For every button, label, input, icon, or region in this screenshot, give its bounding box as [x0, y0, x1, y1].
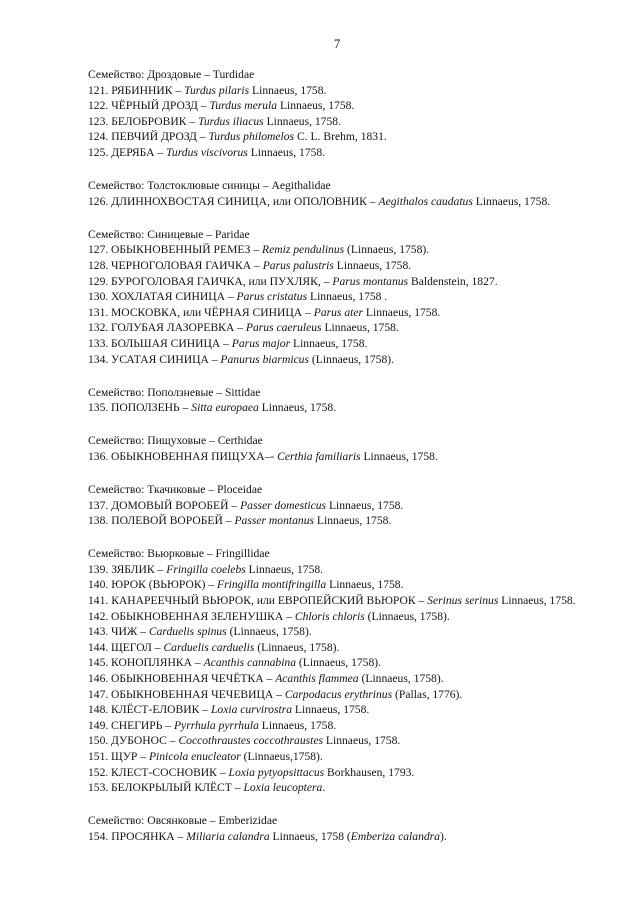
authority: Linnaeus, 1758.	[263, 114, 341, 128]
russian-name: МОСКОВКА, или ЧЁРНАЯ СИНИЦА –	[111, 305, 314, 319]
authority: .	[322, 781, 326, 795]
authority: Linnaeus, 1758.	[472, 194, 551, 208]
russian-name: ДУБОНОС –	[111, 734, 179, 748]
latin-name: Panurus biarmicus	[220, 352, 309, 366]
entry-number: 143.	[88, 625, 109, 639]
latin-name: Miliaria calandra	[186, 829, 270, 843]
latin-name: Turdus merula	[209, 99, 278, 113]
russian-name: ОБЫКНОВЕННАЯ ПИЩУХА–-	[111, 449, 278, 463]
latin-name: Remiz pendulinus	[262, 243, 345, 257]
entry-number: 138.	[88, 514, 109, 528]
authority: Baldenstein, 1827.	[408, 274, 498, 288]
latin-name: Acanthis flammea	[275, 672, 359, 685]
russian-name: РЯБИННИК –	[111, 83, 185, 97]
latin-synonym: Emberiza calandra	[350, 829, 440, 843]
russian-name: ДЕРЯБА –	[111, 145, 167, 159]
latin-name: Turdus iliacus	[198, 114, 264, 128]
russian-name: КЛЕСТ-СОСНОВИК –	[111, 765, 229, 779]
family-section	[88, 813, 590, 844]
species-entry	[88, 513, 590, 529]
entry-number: 147.	[88, 687, 109, 701]
authority: (Pallas, 1776).	[392, 687, 463, 701]
latin-name: Turdus philomelos	[208, 130, 295, 144]
page-number: 7	[334, 37, 341, 51]
latin-name: Parus major	[231, 336, 291, 350]
russian-name: ПОЛЕВОЙ ВОРОБЕЙ –	[111, 514, 235, 528]
species-entry	[88, 577, 590, 593]
entry-number: 153.	[88, 781, 109, 795]
latin-name: Serinus serinus	[427, 594, 499, 608]
species-entry	[88, 687, 590, 703]
entry-number: 150.	[88, 734, 109, 748]
species-entry	[88, 640, 590, 656]
entry-number: 129.	[88, 274, 109, 288]
family-heading: Семейство: Ткачиковые – Ploceidae	[88, 482, 263, 496]
russian-name: ПРОСЯНКА –	[111, 829, 187, 843]
authority: Borkhausen, 1793.	[324, 765, 415, 779]
authority: Linnaeus, 1758.	[326, 498, 404, 512]
entry-number: 133.	[88, 336, 109, 350]
latin-name: Pinicola enucleator	[148, 749, 241, 763]
entry-number: 140.	[88, 578, 109, 592]
entry-number: 152.	[88, 765, 109, 779]
latin-name: Coccothraustes coccothraustes	[178, 734, 324, 748]
species-entry	[88, 98, 590, 114]
latin-name: Certhia familiaris	[277, 449, 361, 463]
entry-number: 154.	[88, 829, 109, 843]
latin-name: Sitta europaea	[191, 401, 259, 415]
family-section	[88, 67, 590, 161]
family-section	[88, 482, 590, 529]
russian-name: КОНОПЛЯНКА –	[111, 656, 204, 670]
authority: Linnaeus, 1758 .	[307, 290, 388, 304]
latin-name: Parus cristatus	[236, 290, 308, 304]
authority: Linnaeus, 1758.	[245, 562, 324, 576]
species-entry	[88, 258, 590, 274]
authority: Linnaeus, 1758.	[326, 578, 404, 592]
entry-number: 130.	[88, 290, 109, 304]
entry-number: 139.	[88, 562, 109, 576]
latin-name: Fringilla montifringilla	[217, 578, 327, 592]
entry-number: 145.	[88, 656, 109, 670]
russian-name: ГОЛУБАЯ ЛАЗОРЕВКА –	[111, 321, 246, 335]
family-section	[88, 227, 590, 367]
entry-number: 148.	[88, 703, 109, 717]
entry-number: 141.	[88, 594, 109, 608]
russian-name: ЧЕРНОГОЛОВАЯ ГАИЧКА –	[111, 258, 263, 272]
family-heading: Семейство: Пищуховые – Certhidae	[88, 434, 263, 448]
species-entry	[88, 593, 590, 609]
family-section	[88, 178, 590, 209]
authority: Linnaeus, 1758.	[247, 145, 326, 159]
species-entry	[88, 765, 590, 781]
latin-name: Carduelis spinus	[148, 625, 227, 639]
species-entry	[88, 702, 590, 718]
family-section	[88, 546, 590, 796]
family-heading: Семейство: Дроздовые – Turdidae	[88, 68, 255, 81]
latin-name: Passer montanus	[234, 514, 315, 528]
authority: Linnaeus, 1758.	[258, 718, 337, 732]
authority: (Linnaeus, 1758).	[344, 243, 430, 257]
latin-name: Chloris chloris	[294, 609, 365, 623]
authority: Linnaeus, 1758.	[360, 449, 438, 463]
russian-name: СНЕГИРЬ –	[111, 718, 174, 732]
latin-name: Parus ater	[313, 305, 364, 319]
russian-name: УСАТАЯ СИНИЦА –	[111, 352, 221, 366]
russian-name: КЛЁСТ-ЕЛОВИК –	[111, 703, 211, 717]
authority: Linnaeus, 1758.	[277, 99, 355, 113]
species-entry	[88, 289, 590, 305]
authority: (Linnaeus, 1758).	[364, 609, 450, 623]
species-entry	[88, 352, 590, 368]
russian-name: ХОХЛАТАЯ СИНИЦА –	[111, 290, 237, 304]
entry-number: 134.	[88, 352, 109, 366]
russian-name: ДОМОВЫЙ ВОРОБЕЙ –	[111, 498, 241, 512]
entry-number: 146.	[88, 672, 109, 685]
entry-number: 132.	[88, 321, 109, 335]
species-entry	[88, 336, 590, 352]
entry-number: 125.	[88, 145, 109, 159]
authority: (Linnaeus, 1758).	[254, 640, 340, 654]
family-heading: Семейство: Вьюрковые – Fringillidae	[88, 547, 270, 561]
authority: Linnaeus, 1758.	[333, 258, 412, 272]
authority: (Linnaeus, 1758).	[309, 352, 395, 366]
entry-number: 137.	[88, 498, 109, 512]
authority: Linnaeus, 1758.	[321, 321, 399, 335]
authority-suffix: ).	[439, 829, 447, 843]
authority: Linnaeus, 1758.	[323, 734, 401, 748]
entry-number: 121.	[88, 83, 109, 97]
authority: Linnaeus, 1758.	[249, 83, 327, 97]
latin-name: Loxia curvirostra	[210, 703, 293, 717]
russian-name: ЧИЖ –	[111, 625, 149, 639]
entry-number: 144.	[88, 640, 109, 654]
entry-number: 123.	[88, 114, 109, 128]
latin-name: Loxia pytyopsittacus	[228, 765, 325, 779]
russian-name: ОБЫКНОВЕННАЯ ЧЕЧЕВИЦА –	[111, 687, 285, 701]
russian-name: ЮРОК (ВЬЮРОК) –	[111, 578, 218, 592]
species-entry	[88, 449, 590, 465]
species-entry	[88, 749, 590, 765]
entry-number: 136.	[88, 449, 109, 463]
authority: (Linnaeus, 1758).	[358, 672, 444, 685]
species-entry	[88, 305, 590, 321]
family-heading: Семейство: Поползневые – Sittidae	[88, 385, 261, 399]
species-entry	[88, 718, 590, 734]
latin-name: Turdus pilaris	[184, 83, 250, 97]
authority: Linnaeus, 1758.	[290, 336, 368, 350]
russian-name: КАНАРЕЕЧНЫЙ ВЬЮРОК, или ЕВРОПЕЙСКИЙ ВЬЮРОК –	[111, 594, 428, 608]
species-entry	[88, 274, 590, 290]
latin-name: Parus caeruleus	[245, 321, 322, 335]
russian-name: ЧЁРНЫЙ ДРОЗД –	[111, 99, 210, 113]
authority: Linnaeus, 1758 (	[269, 829, 351, 843]
species-entry	[88, 498, 590, 514]
entry-number: 128.	[88, 258, 109, 272]
species-entry	[88, 780, 590, 796]
species-entry	[88, 320, 590, 336]
latin-name: Aegithalos caudatus	[378, 194, 473, 208]
russian-name: ПЕВЧИЙ ДРОЗД –	[111, 130, 209, 144]
species-entry	[88, 733, 590, 749]
russian-name: ЩЕГОЛ –	[111, 640, 164, 654]
species-entry	[88, 194, 590, 210]
latin-name: Parus montanus	[332, 274, 409, 288]
species-entry	[88, 562, 590, 578]
entry-number: 127.	[88, 243, 109, 257]
entry-number: 142.	[88, 609, 109, 623]
entry-number: 149.	[88, 718, 109, 732]
species-entry	[88, 83, 590, 99]
russian-name: ОБЫКНОВЕННАЯ ЗЕЛЕНУШКА –	[111, 609, 295, 623]
authority: (Linnaeus,1758).	[240, 749, 323, 763]
entry-number: 151.	[88, 749, 109, 763]
russian-name: ОБЫКНОВЕННЫЙ РЕМЕЗ –	[111, 243, 263, 257]
entry-number: 126.	[88, 194, 109, 208]
species-entry	[88, 609, 590, 625]
latin-name: Acanthis cannabina	[203, 656, 297, 670]
species-entry	[88, 655, 590, 671]
russian-name: ЩУР –	[111, 749, 149, 763]
latin-name: Fringilla coelebs	[166, 562, 246, 576]
russian-name: БЕЛОБРОВИК –	[111, 114, 199, 128]
latin-name: Carpodacus erythrinus	[284, 687, 393, 701]
russian-name: БОЛЬШАЯ СИНИЦА –	[111, 336, 232, 350]
family-heading: Семейство: Синицевые – Paridae	[88, 227, 250, 241]
authority: (Linnaeus, 1758).	[296, 656, 382, 670]
species-list	[88, 67, 590, 844]
authority: Linnaeus, 1758.	[363, 305, 441, 319]
species-entry	[88, 242, 590, 258]
russian-name: ЗЯБЛИК –	[111, 562, 167, 576]
species-entry	[88, 400, 590, 416]
family-heading: Семейство: Толстоклювые синицы – Aegithalidae	[88, 179, 331, 193]
latin-name: Carduelis carduelis	[163, 640, 255, 654]
family-section	[88, 433, 590, 464]
latin-name: Pyrrhula pyrrhula	[173, 718, 259, 732]
russian-name: ПОПОЛЗЕНЬ –	[111, 401, 192, 415]
latin-name: Loxia leucoptera	[243, 781, 323, 795]
species-entry	[88, 624, 590, 640]
entry-number: 131.	[88, 305, 109, 319]
species-entry	[88, 129, 590, 145]
russian-name: ДЛИННОХВОСТАЯ СИНИЦА, или ОПОЛОВНИК –	[111, 194, 379, 208]
authority: Linnaeus, 1758.	[314, 514, 392, 528]
latin-name: Passer domesticus	[240, 498, 327, 512]
authority: Linnaeus, 1758.	[258, 401, 337, 415]
russian-name: ОБЫКНОВЕННАЯ ЧЕЧЁТКА –	[111, 672, 276, 685]
entry-number: 124.	[88, 130, 109, 144]
species-entry	[88, 114, 590, 130]
latin-name: Parus palustris	[262, 258, 334, 272]
authority: Linnaeus, 1758.	[292, 703, 370, 717]
family-heading: Семейство: Овсянковые – Emberizidae	[88, 814, 278, 828]
species-entry	[88, 829, 590, 845]
authority: Linnaeus, 1758.	[498, 594, 576, 608]
family-section	[88, 385, 590, 416]
latin-name: Turdus viscivorus	[166, 145, 248, 159]
entry-number: 122.	[88, 99, 109, 113]
species-entry	[88, 145, 590, 161]
entry-number: 135.	[88, 401, 109, 415]
russian-name: БУРОГОЛОВАЯ ГАИЧКА, или ПУХЛЯК, –	[111, 274, 333, 288]
authority: C. L. Brehm, 1831.	[294, 130, 387, 144]
russian-name: БЕЛОКРЫЛЫЙ КЛЁСТ –	[111, 781, 244, 795]
authority: (Linnaeus, 1758).	[226, 625, 312, 639]
species-entry	[88, 671, 590, 687]
